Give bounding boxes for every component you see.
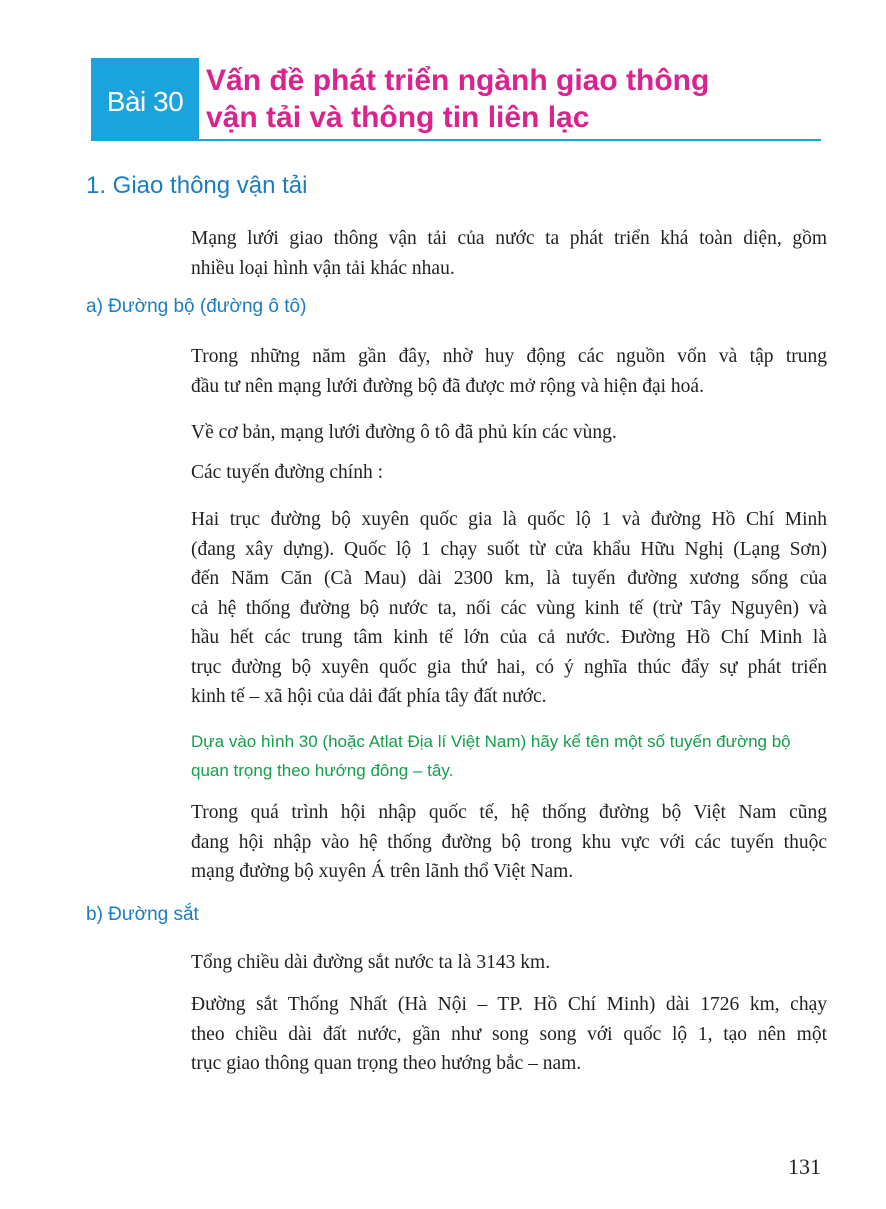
title-underline [199, 139, 821, 141]
text-line: Đường sắt Thống Nhất (Hà Nội – TP. Hồ Chí Minh) dài 1726 km, chạy [191, 994, 827, 1015]
text-line: kinh tế – xã hội của dải đất phía tây đất nước. [191, 686, 547, 707]
road-paragraph-1 [191, 342, 827, 401]
text-line: Trong những năm gần đây, nhờ huy động các nguồn vốn và tập trung [191, 346, 827, 367]
lesson-badge: Bài 30 [91, 58, 199, 141]
rail-paragraph-2 [191, 990, 827, 1079]
page-number: 131 [788, 1154, 821, 1179]
text-line: đến Năm Căn (Cà Mau) dài 2300 km, là tuyến đường xương sống của [191, 568, 827, 589]
text-line: mạng đường bộ xuyên Á trên lãnh thổ Việt Nam. [191, 861, 574, 882]
rail-paragraph-1 [191, 948, 827, 978]
intro-paragraph [191, 224, 827, 283]
lesson-title-line: Vấn đề phát triển ngành giao thông [206, 64, 710, 97]
question-line: quan trọng theo hướng đông – tây. [191, 761, 454, 780]
text-line: nhiều loại hình vận tải khác nhau. [191, 257, 455, 279]
text-line: (đang xây dựng). Quốc lộ 1 chạy suốt từ cửa khẩu Hữu Nghị (Lạng Sơn) [191, 538, 827, 560]
text-line: đang hội nhập vào hệ thống đường bộ trong khu vực với các tuyến thuộc [191, 831, 827, 853]
lesson-title-line: vận tải và thông tin liên lạc [206, 101, 590, 134]
lesson-title [206, 62, 826, 136]
road-question [191, 727, 827, 785]
text-line: Các tuyến đường chính : [191, 462, 384, 483]
text-line: cả hệ thống đường bộ nước ta, nối các vùng kinh tế (trừ Tây Nguyên) và [191, 597, 827, 619]
text-line: Tổng chiều dài đường sắt nước ta là 3143 km. [191, 952, 551, 973]
text-line: Mạng lưới giao thông vận tải của nước ta phát triển khá toàn diện, gồm [191, 228, 827, 249]
text-line: Về cơ bản, mạng lưới đường ô tô đã phủ kín các vùng. [191, 422, 617, 443]
section-heading: 1. Giao thông vận tải [86, 172, 308, 199]
text-line: Trong quá trình hội nhập quốc tế, hệ thống đường bộ Việt Nam cũng [191, 802, 827, 823]
road-paragraph-2 [191, 418, 827, 448]
text-line: Hai trục đường bộ xuyên quốc gia là quốc lộ 1 và đường Hồ Chí Minh [191, 509, 827, 530]
road-heading: a) Đường bộ (đường ô tô) [86, 296, 307, 317]
text-line: trục giao thông quan trọng theo hướng bắc – nam. [191, 1053, 582, 1074]
text-line: đầu tư nên mạng lưới đường bộ đã được mở rộng và hiện đại hoá. [191, 375, 704, 397]
text-line: trục đường bộ xuyên quốc gia thứ hai, có ý nghĩa thúc đẩy sự phát triển [191, 656, 827, 678]
road-paragraph-3 [191, 458, 827, 488]
road-paragraph-4 [191, 505, 827, 712]
rail-heading: b) Đường sắt [86, 904, 199, 925]
road-paragraph-5 [191, 798, 827, 887]
text-line: hầu hết các trung tâm kinh tế lớn của cả nước. Đường Hồ Chí Minh là [191, 627, 827, 648]
text-line: theo chiều dài đất nước, gần như song song với quốc lộ 1, tạo nên một [191, 1023, 827, 1045]
question-line: Dựa vào hình 30 (hoặc Atlat Địa lí Việt Nam) hãy kể tên một số tuyến đường bộ [191, 732, 791, 751]
